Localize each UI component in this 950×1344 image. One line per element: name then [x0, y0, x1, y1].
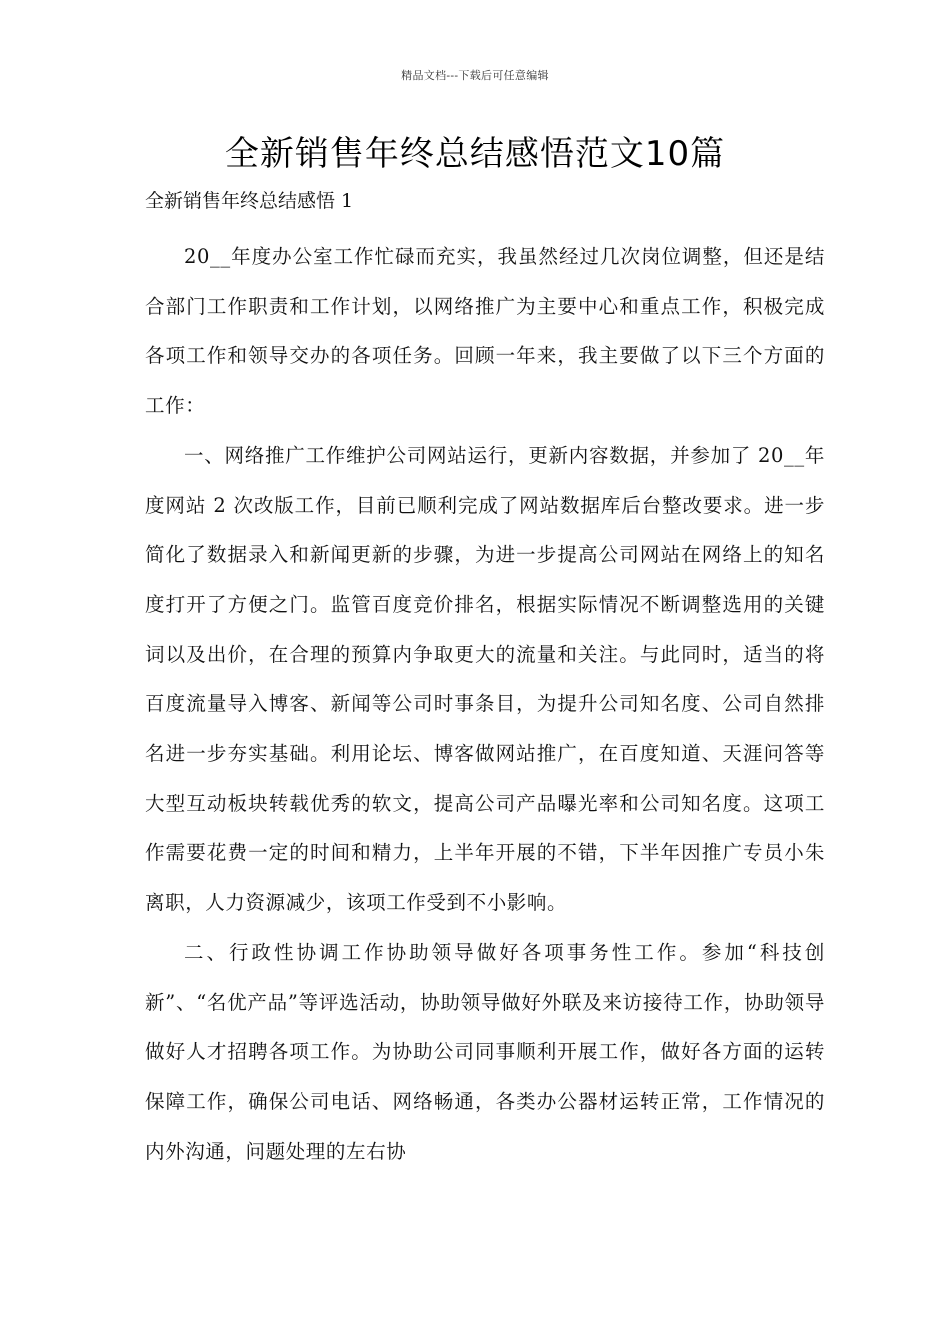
- paragraph-network-promotion: 一、网络推广工作维护公司网站运行，更新内容数据，并参加了 20__年度网站 2 次改版工作，目前已顺利完成了网站数据库后台整改要求。进一步简化了数据录入和新闻更新的步骤，为进一步提高公司网站在网络上的知名度打开了方便之门。监管百度竞价排名，根据实际情况不断调整选用的关键词以及出价，在合理的预算内争取更大的流量和关注。与此同时，适当的将百度流量导入博客、新闻等公司时事条目，为提升公司知名度、公司自然排名进一步夯实基础。利用论坛、博客做网站推广，在百度知道、天涯问答等大型互动板块转载优秀的软文，提高公司产品曝光率和公司知名度。这项工作需要花费一定的时间和精力，上半年开展的不错，下半年因推广专员小朱离职，人力资源减少，该项工作受到不小影响。: [145, 443, 825, 915]
- section-subtitle: 全新销售年终总结感悟 1: [145, 190, 354, 212]
- document-body: [145, 232, 825, 1176]
- header-note: 精品文档---下载后可任意编辑: [401, 69, 549, 82]
- document-title: 全新销售年终总结感悟范文10篇: [224, 134, 726, 174]
- paragraph-administrative-coordination: 二、行政性协调工作协助领导做好各项事务性工作。参加“科技创新”、“名优产品”等评选活动，协助领导做好外联及来访接待工作，协助领导做好人才招聘各项工作。为协助公司同事顺利开展工作，做好各方面的运转保障工作，确保公司电话、网络畅通，各类办公器材运转正常，工作情况的内外沟通，问题处理的左右协: [145, 940, 825, 1163]
- paragraph-intro: 20__年度办公室工作忙碌而充实，我虽然经过几次岗位调整，但还是结合部门工作职责和工作计划，以网络推广为主要中心和重点工作，积极完成各项工作和领导交办的各项任务。回顾一年来，我主要做了以下三个方面的工作：: [145, 245, 825, 418]
